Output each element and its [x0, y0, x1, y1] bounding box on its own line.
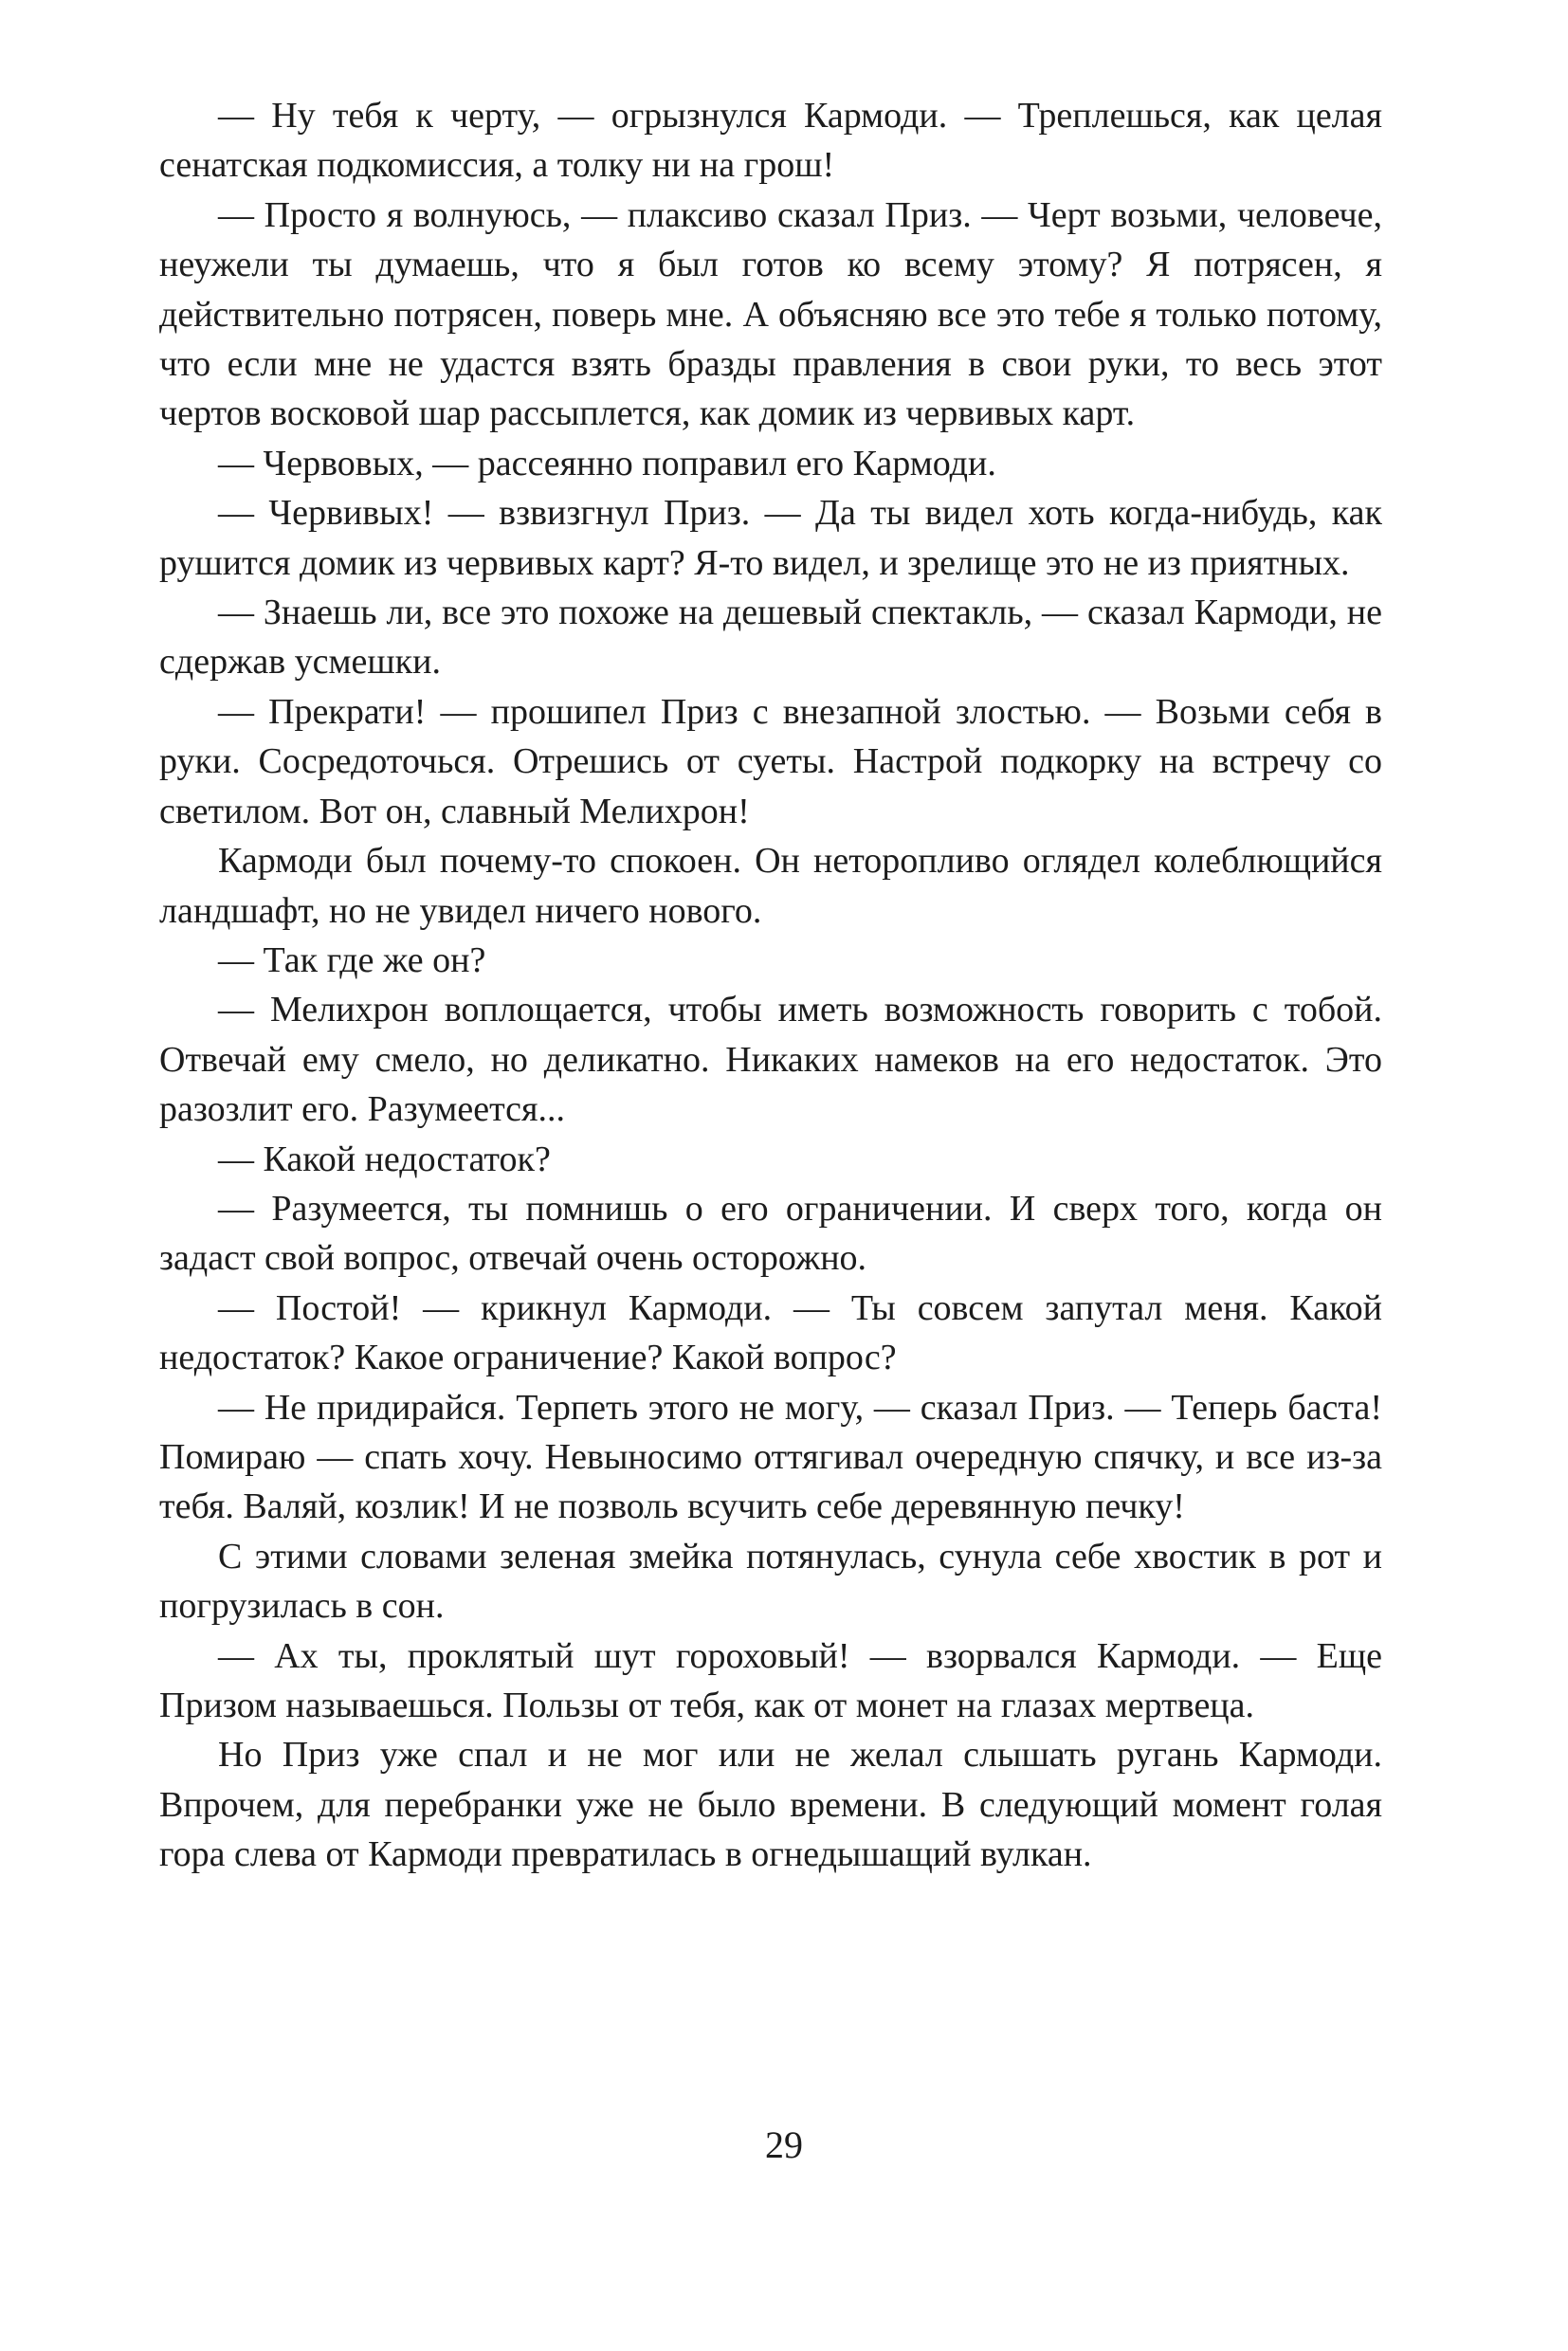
- paragraph: — Ах ты, проклятый шут гороховый! — взорвался Кармоди. — Еще Призом называешься. Пользы от тебя, как от монет на глазах мертвеца.: [159, 1635, 1382, 1725]
- paragraph: — Разумеется, ты помнишь о его ограничении. И сверх того, когда он задаст свой вопрос, отвечай очень осторожно.: [159, 1188, 1382, 1279]
- paragraph: — Знаешь ли, все это похоже на дешевый спектакль, — сказал Кармоди, не сдержав усмешки.: [159, 592, 1382, 683]
- paragraph: — Червовых, — рассеянно поправил его Кармоди.: [218, 443, 996, 483]
- paragraph: Кармоди был почему-то спокоен. Он неторопливо оглядел колеблющийся ландшафт, но не увидел ничего нового.: [159, 841, 1382, 931]
- paragraph: — Просто я волнуюсь, — плаксиво сказал Приз. — Черт возьми, человече, неужели ты думаешь, что я был готов ко всему этому? Я потрясен, я действительно потрясен, поверь мне. А объясняю все это тебе я только потому, что если мне не удастся взять бразды правления в свои руки, то весь этот чертов восковой шар рассыплется, как домик из червивых карт.: [159, 194, 1382, 434]
- paragraph: — Не придирайся. Терпеть этого не могу, — сказал Приз. — Теперь баста! Помираю — спать хочу. Невыносимо оттягивал очередную спячку, и все из-за тебя. Валяй, козлик! И не позволь всучить себе деревянную печку!: [159, 1387, 1382, 1527]
- paragraph: — Червивых! — взвизгнул Приз. — Да ты видел хоть когда-нибудь, как рушится домик из червивых карт? Я-то видел, и зрелище это не из приятных.: [159, 493, 1382, 583]
- paragraph: — Ну тебя к черту, — огрызнулся Кармоди. — Треплешься, как целая сенатская подкомиссия, а толку ни на грош!: [159, 96, 1382, 186]
- paragraph: — Прекрати! — прошипел Приз с внезапной злостью. — Возьми себя в руки. Сосредоточься. Отрешись от суеты. Настрой подкорку на встречу со светилом. Вот он, славный Мелихрон!: [159, 691, 1382, 831]
- paragraph: — Так где же он?: [218, 939, 486, 980]
- page-body: [159, 91, 1382, 1880]
- page-number: 29: [765, 2123, 803, 2166]
- paragraph: Но Приз уже спал и не мог или не желал слышать ругань Кармоди. Впрочем, для перебранки уже не было времени. В следующий момент голая гора слева от Кармоди превратилась в огнедышащий вулкан.: [159, 1735, 1382, 1875]
- paragraph: — Мелихрон воплощается, чтобы иметь возможность говорить с тобой. Отвечай ему смело, но деликатно. Никаких намеков на его недостаток. Это разозлит его. Разумеется...: [159, 990, 1382, 1130]
- paragraph: С этими словами зеленая змейка потянулась, сунула себе хвостик в рот и погрузилась в сон.: [159, 1536, 1382, 1627]
- paragraph: — Постой! — крикнул Кармоди. — Ты совсем запутал меня. Какой недостаток? Какое ограничение? Какой вопрос?: [159, 1287, 1382, 1378]
- paragraph: — Какой недостаток?: [218, 1139, 551, 1179]
